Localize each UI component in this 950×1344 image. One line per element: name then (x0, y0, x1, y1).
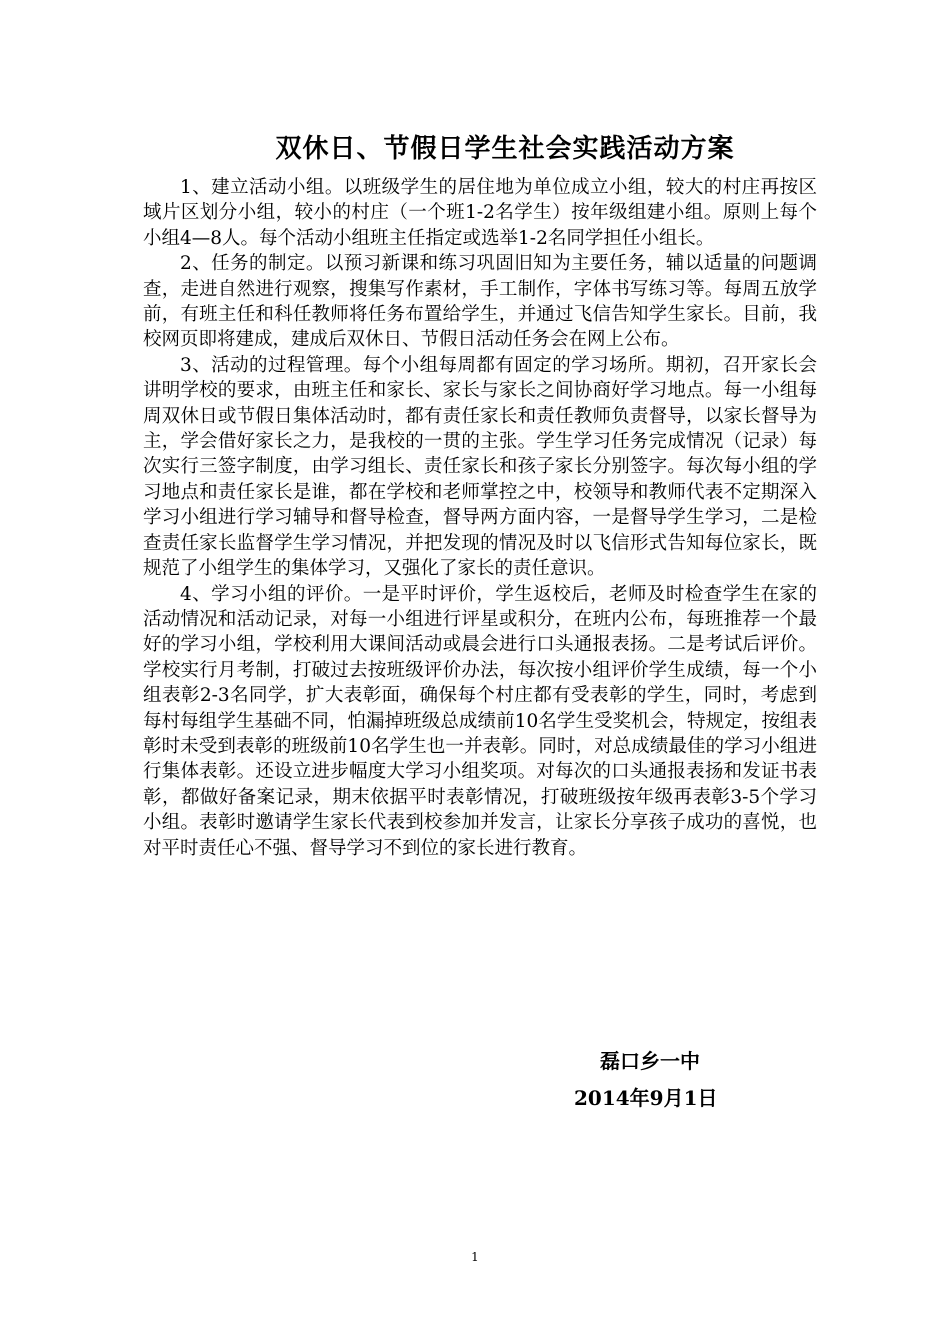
page-number: 1 (471, 1250, 479, 1264)
document-title: 双休日、节假日学生社会实践活动方案 (275, 134, 735, 164)
paragraph-1: 1、建立活动小组。以班级学生的居住地为单位成立小组，较大的村庄再按区域片区划分小组，较小的村庄（一个班1-2名学生）按年级组建小组。原则上每个小组4—8人。每个活动小组班主任指定或选举1-2名同学担任小组长。 (143, 177, 817, 249)
signature-date: 2014年9月1日 (574, 1086, 718, 1110)
signature-school: 磊口乡一中 (600, 1049, 700, 1073)
paragraph-2: 2、任务的制定。以预习新课和练习巩固旧知为主要任务，辅以适量的问题调查，走进自然进行观察，搜集写作素材，手工制作，字体书写练习等。每周五放学前，有班主任和科任教师将任务布置给学生，并通过飞信告知学生家长。目前，我校网页即将建成，建成后双休日、节假日活动任务会在网上公布。 (143, 253, 817, 351)
paragraph-3: 3、活动的过程管理。每个小组每周都有固定的学习场所。期初，召开家长会讲明学校的要求，由班主任和家长、家长与家长之间协商好学习地点。每一小组每周双休日或节假日集体活动时，都有责任家长和责任教师负责督导，以家长督导为主，学会借好家长之力，是我校的一贯的主张。学生学习任务完成情况（记录）每次实行三签字制度，由学习组长、责任家长和孩子家长分别签字。每次每小组的学习地点和责任家长是谁，都在学校和老师掌控之中，校领导和教师代表不定期深入学习小组进行学习辅导和督导检查，督导两方面内容，一是督导学生学习，二是检查责任家长监督学生学习情况，并把发现的情况及时以飞信形式告知每位家长，既规范了小组学生的集体学习，又强化了家长的责任意识。 (143, 354, 817, 580)
document-body (143, 175, 817, 861)
paragraph-4: 4、学习小组的评价。一是平时评价，学生返校后，老师及时检查学生在家的活动情况和活动记录，对每一小组进行评星或积分，在班内公布，每班推荐一个最好的学习小组，学校利用大课间活动或晨会进行口头通报表扬。二是考试后评价。学校实行月考制，打破过去按班级评价办法，每次按小组评价学生成绩，每一个小组表彰2-3名同学，扩大表彰面，确保每个村庄都有受表彰的学生，同时，考虑到每村每组学生基础不同，怕漏掉班级总成绩前10名学生受奖机会，特规定，按组表彰时未受到表彰的班级前10名学生也一并表彰。同时，对总成绩最佳的学习小组进行集体表彰。还设立进步幅度大学习小组奖项。对每次的口头通报表扬和发证书表彰，都做好备案记录，期末依据平时表彰情况，打破班级按年级再表彰3-5个学习小组。表彰时邀请学生家长代表到校参加并发言，让家长分享孩子成功的喜悦，也对平时责任心不强、督导学习不到位的家长进行教育。 (143, 583, 817, 859)
